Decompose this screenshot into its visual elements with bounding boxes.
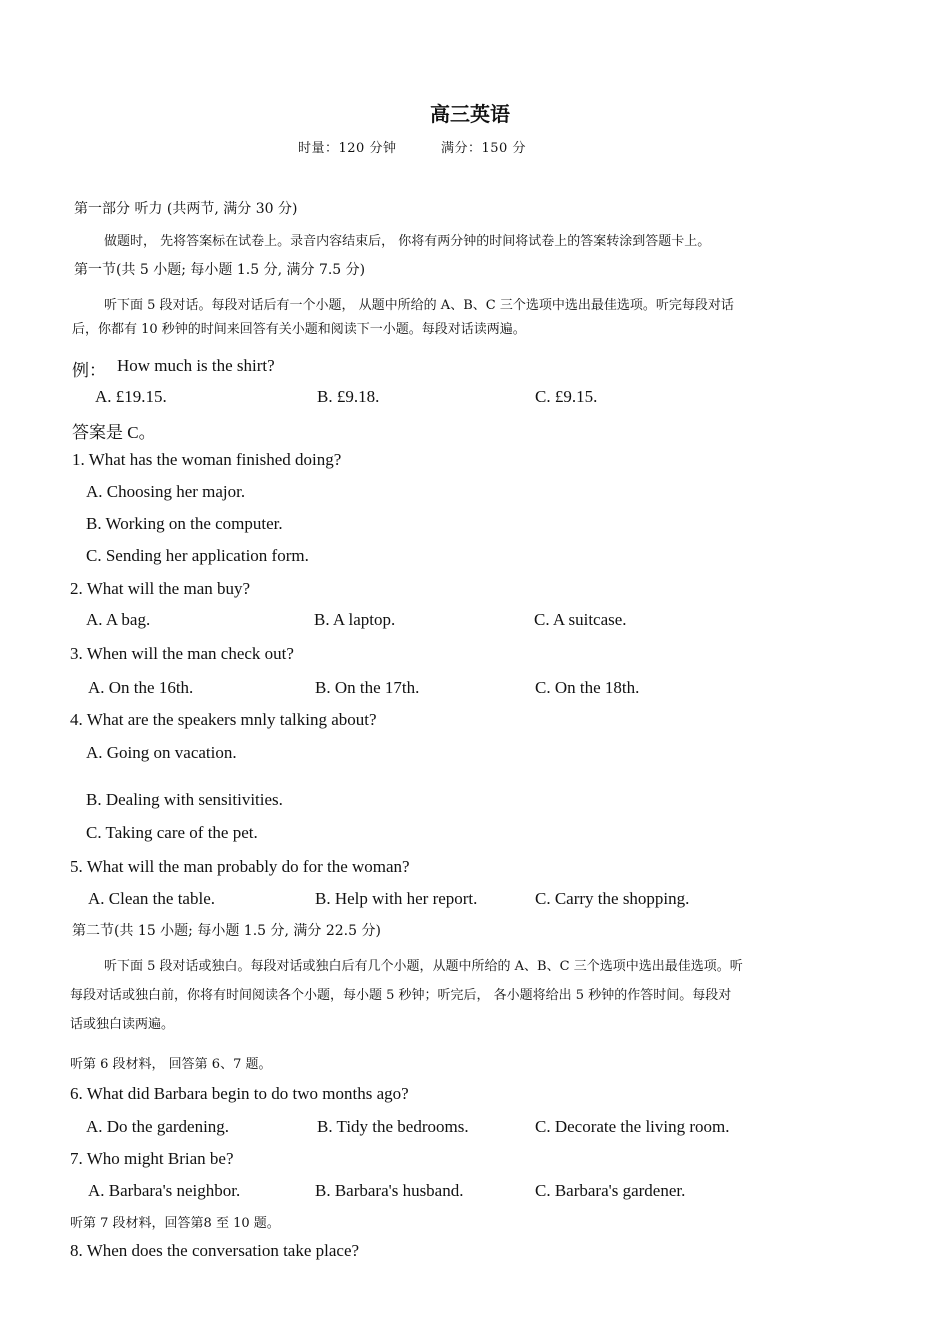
section2-instruction-line2: 每段对话或独白前，你将有时间阅读各个小题，每小题 5 秒钟；听完后， 各小题将给出 5 秒钟的作答时间。每段对 <box>70 988 732 1003</box>
page-title: 高三英语 <box>430 102 510 126</box>
question-1: 1. What has the woman finished doing? <box>72 450 342 469</box>
question-2-option-b: B. A laptop. <box>314 610 396 629</box>
question-4: 4. What are the speakers mnly talking about? <box>70 710 377 729</box>
question-3-option-b: B. On the 17th. <box>315 678 420 697</box>
question-4-option-c: C. Taking care of the pet. <box>86 823 258 842</box>
question-8: 8. When does the conversation take place? <box>70 1241 360 1260</box>
question-5-option-c: C. Carry the shopping. <box>535 889 690 908</box>
section2-instruction-line1: 听下面 5 段对话或独白。每段对话或独白后有几个小题，从题中所给的 A、B、C 三个选项中选出最佳选项。听 <box>104 959 743 974</box>
question-5-option-a: A. Clean the table. <box>88 889 215 908</box>
example-option-a: A. £19.15. <box>95 387 167 406</box>
exam-duration: 时量：120 分钟 <box>298 141 397 156</box>
question-1-option-a: A. Choosing her major. <box>86 482 246 501</box>
question-1-option-c: C. Sending her application form. <box>86 546 309 565</box>
material-6-heading: 听第 6 段材料， 回答第 6、7 题。 <box>70 1057 272 1072</box>
question-5: 5. What will the man probably do for the woman? <box>70 857 410 876</box>
question-6-option-a: A. Do the gardening. <box>86 1117 230 1136</box>
question-6-option-b: B. Tidy the bedrooms. <box>317 1117 469 1136</box>
section1-instruction-line2: 后，你都有 10 秒钟的时间来回答有关小题和阅读下一小题。每段对话读两遍。 <box>72 322 526 337</box>
example-option-b: B. £9.18. <box>317 387 380 406</box>
part1-instruction: 做题时， 先将答案标在试卷上。录音内容结束后， 你将有两分钟的时间将试卷上的答案转涂到答题卡上。 <box>104 234 711 249</box>
question-7: 7. Who might Brian be? <box>70 1149 234 1168</box>
question-2-option-c: C. A suitcase. <box>534 610 627 629</box>
exam-total-score: 满分：150 分 <box>441 141 526 156</box>
question-3-option-c: C. On the 18th. <box>535 678 640 697</box>
question-2: 2. What will the man buy? <box>70 579 251 598</box>
question-7-option-a: A. Barbara's neighbor. <box>88 1181 241 1200</box>
question-7-option-c: C. Barbara's gardener. <box>535 1181 686 1200</box>
section1-instruction-line1: 听下面 5 段对话。每段对话后有一个小题， 从题中所给的 A、B、C 三个选项中选出最佳选项。听完每段对话 <box>104 298 734 313</box>
material-7-heading: 听第 7 段材料，回答第8 至 10 题。 <box>70 1216 280 1231</box>
part1-heading: 第一部分 听力 (共两节, 满分 30 分) <box>74 201 298 217</box>
question-6: 6. What did Barbara begin to do two months ago? <box>70 1084 409 1103</box>
question-4-option-a: A. Going on vacation. <box>86 743 237 762</box>
example-question: How much is the shirt? <box>117 356 275 375</box>
section2-heading: 第二节(共 15 小题; 每小题 1.5 分, 满分 22.5 分) <box>72 923 381 939</box>
question-4-option-b: B. Dealing with sensitivities. <box>86 790 283 809</box>
section2-instruction-line3: 话或独白读两遍。 <box>70 1017 175 1032</box>
example-answer: 答案是 C。 <box>72 423 156 442</box>
question-3: 3. When will the man check out? <box>70 644 294 663</box>
question-1-option-b: B. Working on the computer. <box>86 514 283 533</box>
question-7-option-b: B. Barbara's husband. <box>315 1181 464 1200</box>
example-label: 例： <box>72 361 106 380</box>
question-3-option-a: A. On the 16th. <box>88 678 194 697</box>
example-option-c: C. £9.15. <box>535 387 598 406</box>
question-6-option-c: C. Decorate the living room. <box>535 1117 730 1136</box>
question-2-option-a: A. A bag. <box>86 610 151 629</box>
question-5-option-b: B. Help with her report. <box>315 889 478 908</box>
section1-heading: 第一节(共 5 小题; 每小题 1.5 分, 满分 7.5 分) <box>74 262 366 278</box>
